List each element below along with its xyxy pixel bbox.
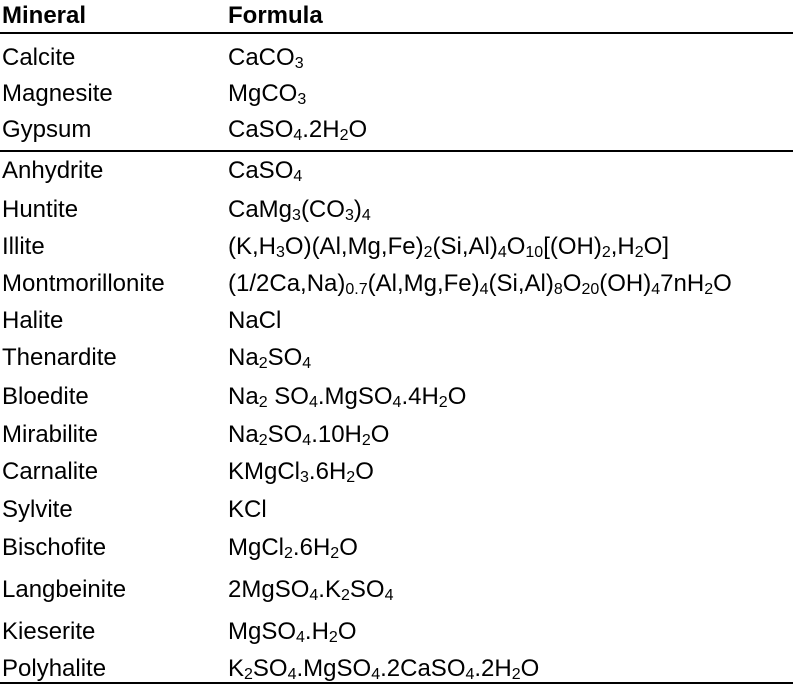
formula-text: MgCO [228, 80, 298, 107]
mineral-formula [228, 266, 732, 302]
table-row [0, 266, 793, 302]
formula-text: SO [267, 344, 303, 371]
formula-text: 2MgSO [228, 576, 310, 603]
formula-text: CaSO [228, 116, 294, 143]
mineral-formula [228, 76, 306, 112]
mineral-name: Mirabilite [2, 421, 99, 448]
mineral-name: Kieserite [2, 618, 96, 645]
mineral-formula [228, 492, 267, 528]
mineral-name: Thenardite [2, 344, 117, 371]
formula-subscript: 4 [384, 587, 394, 604]
formula-text: O [348, 116, 368, 143]
formula-text: O [520, 655, 540, 682]
table-row [0, 530, 793, 566]
formula-text: NaCl [228, 307, 282, 334]
formula-subscript: 2 [346, 469, 356, 486]
formula-text: O [339, 534, 358, 561]
formula-text: (1/2Ca,Na) [228, 270, 346, 297]
mineral-formula [228, 153, 302, 189]
formula-text: KCl [228, 496, 267, 523]
mineral-formula [228, 192, 371, 228]
table-row [0, 492, 793, 528]
formula-text: .2H [302, 116, 340, 143]
formula-subscript: 2 [330, 545, 340, 562]
mineral-name: Halite [2, 307, 64, 334]
group-divider-rule [0, 150, 793, 152]
formula-text: .MgSO [296, 655, 372, 682]
formula-text: KMgCl [228, 458, 301, 485]
formula-text: SO [267, 383, 309, 410]
table-row [0, 153, 793, 189]
formula-subscript: 4 [371, 666, 381, 683]
formula-subscript: 2 [511, 666, 521, 683]
mineral-formula [228, 614, 357, 650]
mineral-name: Huntite [2, 196, 79, 223]
formula-text: (OH) [599, 270, 652, 297]
header-mineral: Mineral [2, 2, 87, 29]
formula-subscript: 4 [302, 355, 312, 372]
formula-text: (Si,Al) [488, 270, 554, 297]
mineral-name: Gypsum [2, 116, 92, 143]
formula-subscript: 4 [293, 168, 303, 185]
table-row [0, 651, 793, 687]
formula-text: ,H [610, 233, 635, 260]
formula-text: .10H [311, 421, 362, 448]
table-row [0, 192, 793, 228]
formula-text: O)(Al,Mg,Fe) [284, 233, 424, 260]
formula-text: .6H [292, 534, 331, 561]
table-row [0, 229, 793, 265]
mineral-name: Montmorillonite [2, 270, 165, 297]
formula-subscript: 0.7 [345, 281, 368, 298]
formula-subscript: 4 [302, 432, 312, 449]
table-row [0, 40, 793, 76]
formula-text: MgSO [228, 618, 297, 645]
formula-subscript: 4 [651, 281, 661, 298]
formula-text: O [447, 383, 467, 410]
mineral-name: Langbeinite [2, 576, 127, 603]
mineral-formula [228, 417, 389, 453]
formula-text: (K,H [228, 233, 276, 260]
formula-text: SO [267, 421, 303, 448]
formula-text: Na [228, 383, 259, 410]
mineral-name: Bloedite [2, 383, 89, 410]
formula-subscript: 20 [581, 281, 600, 298]
top-rule [0, 32, 793, 34]
table-row [0, 614, 793, 650]
formula-text: 7nH [660, 270, 705, 297]
formula-subscript: 2 [438, 394, 448, 411]
formula-subscript: 2 [258, 394, 268, 411]
mineral-formula [228, 572, 393, 608]
formula-subscript: 4 [392, 394, 402, 411]
formula-subscript: 4 [293, 127, 303, 144]
formula-subscript: 3 [294, 55, 304, 72]
formula-subscript: 2 [258, 355, 268, 372]
formula-text: K [228, 655, 245, 682]
table-header [0, 0, 793, 32]
formula-text: [(OH) [543, 233, 602, 260]
table-row [0, 379, 793, 415]
formula-text: O [713, 270, 732, 297]
table-row [0, 454, 793, 490]
formula-subscript: 2 [340, 587, 350, 604]
formula-subscript: 2 [634, 244, 644, 261]
formula-text: .K [318, 576, 341, 603]
formula-text: .2CaSO [380, 655, 466, 682]
formula-subscript: 4 [361, 207, 371, 224]
formula-subscript: 4 [296, 629, 305, 646]
table-row [0, 112, 793, 148]
formula-text: SO [349, 576, 385, 603]
formula-subscript: 4 [479, 281, 489, 298]
formula-text: O [506, 233, 526, 260]
table-row [0, 572, 793, 608]
mineral-formula [228, 530, 358, 566]
formula-subscript: 3 [297, 91, 307, 108]
mineral-name: Calcite [2, 44, 76, 71]
mineral-formula [228, 112, 367, 148]
formula-subscript: 2 [423, 244, 433, 261]
formula-text: .H [304, 618, 329, 645]
mineral-name: Magnesite [2, 80, 113, 107]
formula-text: .MgSO [317, 383, 393, 410]
mineral-formula [228, 40, 304, 76]
formula-text: O [370, 421, 390, 448]
formula-subscript: 2 [258, 432, 268, 449]
formula-text: Na [228, 344, 259, 371]
formula-subscript: 4 [465, 666, 475, 683]
table-row [0, 76, 793, 112]
formula-subscript: 3 [344, 207, 354, 224]
formula-text: O [337, 618, 357, 645]
table-row [0, 303, 793, 339]
formula-subscript: 3 [300, 469, 309, 486]
formula-text: O [562, 270, 582, 297]
mineral-formula [228, 229, 669, 265]
formula-subscript: 4 [309, 587, 319, 604]
formula-text: Na [228, 421, 259, 448]
header-formula: Formula [228, 2, 323, 29]
mineral-name: Bischofite [2, 534, 107, 561]
mineral-name: Polyhalite [2, 655, 107, 682]
mineral-formula [228, 454, 374, 490]
mineral-formula [228, 340, 311, 376]
mineral-name: Carnalite [2, 458, 99, 485]
formula-subscript: 10 [525, 244, 544, 261]
formula-subscript: 3 [276, 244, 285, 261]
mineral-formula [228, 651, 539, 687]
formula-text: MgCl [228, 534, 285, 561]
formula-subscript: 4 [497, 244, 507, 261]
formula-subscript: 2 [328, 629, 338, 646]
table-row [0, 340, 793, 376]
formula-subscript: 3 [292, 207, 301, 224]
mineral-name: Sylvite [2, 496, 73, 523]
mineral-formula [228, 379, 466, 415]
formula-subscript: 2 [361, 432, 371, 449]
formula-text: (Al,Mg,Fe) [367, 270, 480, 297]
formula-subscript: 8 [553, 281, 563, 298]
formula-text: CaCO [228, 44, 295, 71]
formula-text: (Si,Al) [432, 233, 498, 260]
formula-text: SO [252, 655, 288, 682]
formula-text: .4H [401, 383, 439, 410]
formula-subscript: 2 [339, 127, 349, 144]
formula-text: .6H [308, 458, 347, 485]
formula-subscript: 2 [704, 281, 714, 298]
formula-text: .2H [474, 655, 512, 682]
formula-text: CaSO [228, 157, 294, 184]
formula-text: ) [353, 196, 362, 223]
formula-subscript: 4 [287, 666, 297, 683]
formula-subscript: 4 [308, 394, 318, 411]
formula-text: O [355, 458, 374, 485]
mineral-formula [228, 303, 281, 339]
formula-text: O] [643, 233, 670, 260]
formula-subscript: 2 [284, 545, 293, 562]
table-row [0, 417, 793, 453]
mineral-name: Anhydrite [2, 157, 104, 184]
formula-subscript: 2 [244, 666, 253, 683]
formula-text: CaMg [228, 196, 293, 223]
formula-text: (CO [300, 196, 345, 223]
formula-subscript: 2 [601, 244, 611, 261]
mineral-name: Illite [2, 233, 45, 260]
